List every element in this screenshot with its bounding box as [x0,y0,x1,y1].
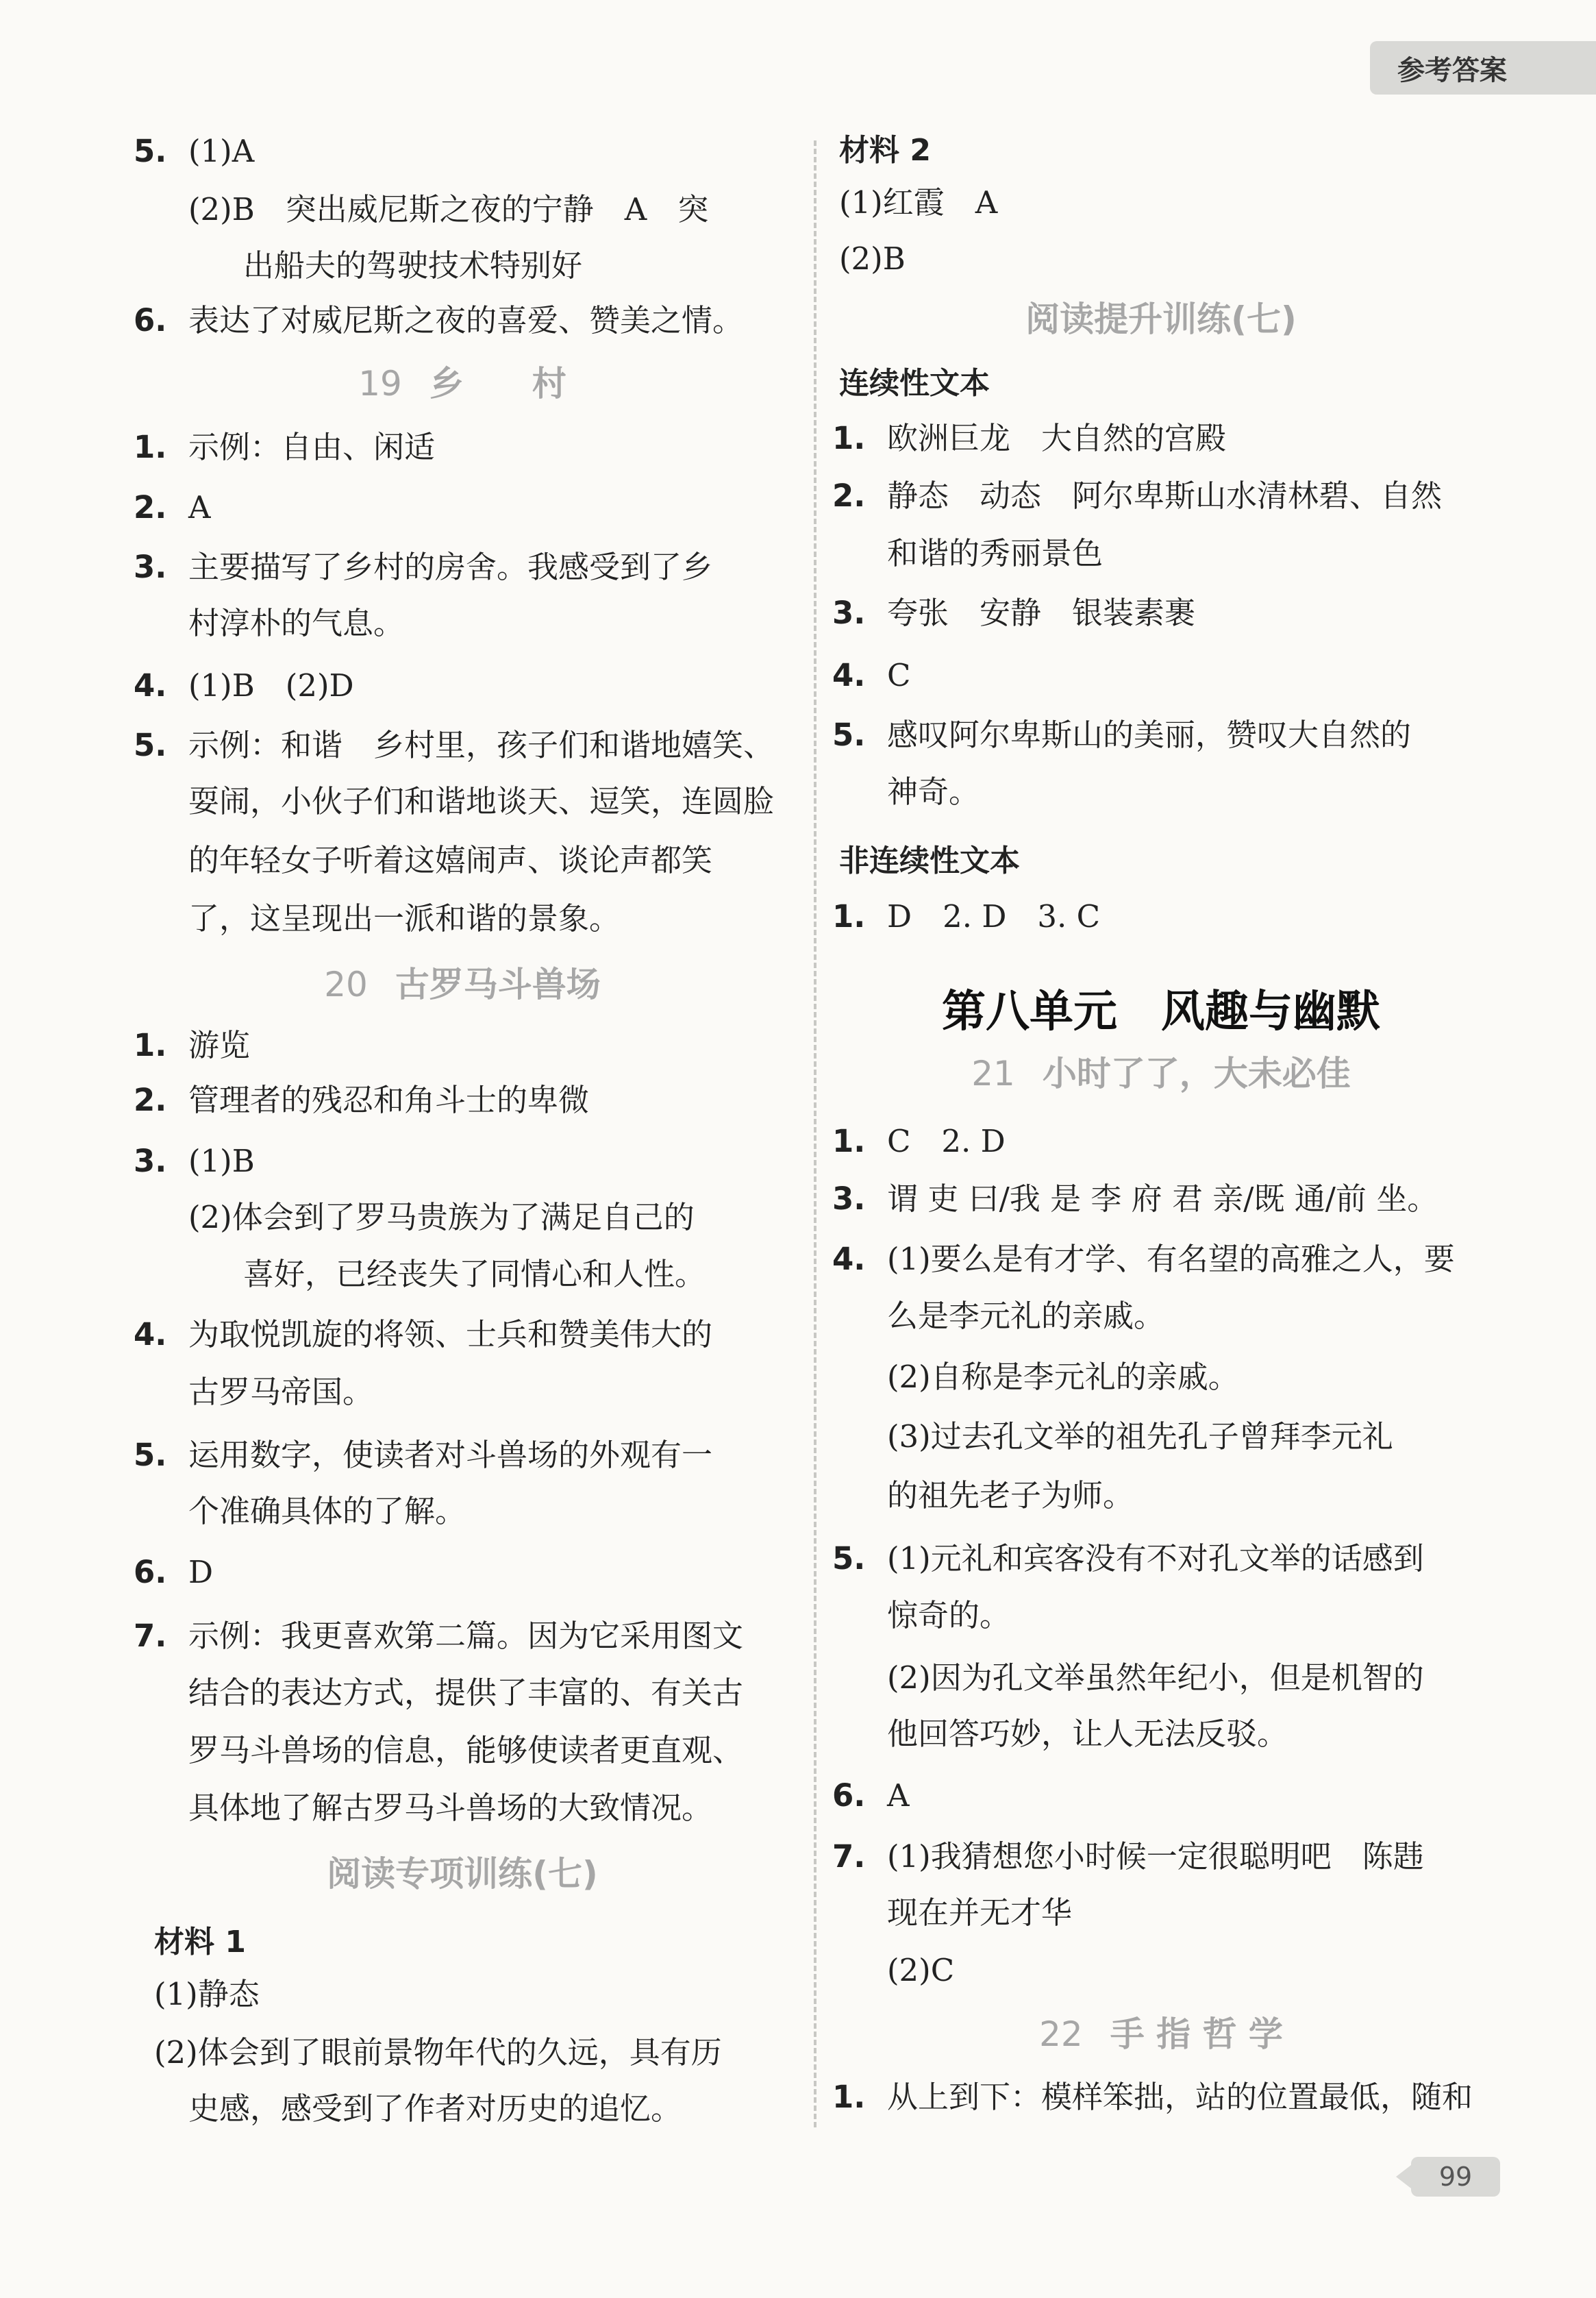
answer-line [134,1080,589,1121]
question-number: 1. [134,429,167,465]
answer-text: 结合的表达方式，提供了丰富的、有关古 [188,1675,744,1711]
question-number: 2. [134,489,167,526]
answer-text: 他回答巧妙，让人无法反驳。 [887,1716,1288,1752]
answer-line [188,781,774,822]
answer-line [188,1730,743,1771]
answer-line [887,1416,1393,1457]
answer-text: 出船夫的驾驶技术特别好 [243,247,583,284]
answer-line [832,1836,1424,1877]
section-title: 手 指 哲 学 [1110,2014,1283,2054]
answer-line [887,1475,1134,1516]
question-number: 5. [134,1437,167,1473]
question-number: 6. [134,302,167,338]
answer-line [188,1672,743,1714]
answer-line [188,898,620,939]
answer-text: 罗马斗兽场的信息，能够使读者更直观、 [188,1732,744,1768]
answer-line [832,655,910,696]
answer-line [832,1538,1424,1579]
section-number: 20 [324,965,368,1004]
answer-line [887,1595,1010,1636]
question-number: 6. [832,1777,866,1814]
answer-text: 运用数字，使读者对斗兽场的外观有一 [188,1437,713,1473]
answer-line [134,131,254,172]
answer-line [887,1357,1239,1398]
answer-line [188,189,708,230]
answer-line [832,418,1226,459]
answer-text: (1)元礼和宾客没有不对孔文举的话感到 [887,1540,1424,1577]
question-number: 3. [134,1143,167,1179]
answer-line [188,1372,373,1413]
answer-text: 管理者的残忍和角斗士的卑微 [188,1082,590,1118]
answer-text: 神奇。 [887,774,980,810]
answer-text: 示例：和谐 乡村里，孩子们和谐地嬉笑、 [188,727,775,763]
answer-text: 个准确具体的了解。 [188,1493,466,1529]
answer-line [832,1775,910,1816]
answer-text: (1)B (2)D [188,667,354,704]
answer-text: 具体地了解古罗马斗兽场的大致情况。 [188,1790,713,1826]
section-number: 19 [358,364,402,404]
section-title: 阅读专项训练(七) [327,1854,598,1894]
answer-line [832,475,1442,517]
answer-key-tab [1370,41,1596,95]
answer-text: (1)我猜想您小时候一定很聪明吧 陈韪 [887,1838,1424,1875]
answer-text: (1)A [188,133,255,169]
answer-text: (3)过去孔文举的祖先孔子曾拜李元礼 [887,1418,1393,1455]
answer-line [134,1025,250,1066]
answer-text: 惊奇的。 [887,1597,1011,1633]
section-heading [832,292,1490,341]
answer-text: (2)体会到了眼前景物年代的久远，具有历 [154,2034,722,2071]
question-number: 7. [832,1838,866,1875]
answer-text: D 2. D 3. C [887,898,1101,935]
answer-line [887,1296,1164,1337]
answer-text: 游览 [188,1027,251,1063]
answer-line [154,2032,722,2073]
answer-line [188,1788,712,1829]
answer-line [134,665,354,706]
unit-heading: 第八单元 风趣与幽默 [942,987,1380,1037]
question-number: 4. [134,1316,167,1352]
answer-line [832,715,1411,756]
question-number: 1. [832,898,866,935]
answer-text: A [188,489,211,526]
question-number: 1. [832,2079,866,2115]
question-number: 1. [134,1027,167,1063]
answer-line [134,427,435,468]
material-label: 连续性文本 [839,366,990,401]
answer-text: A [887,1777,910,1814]
answer-line [887,1950,954,1991]
answer-text: 了，这呈现出一派和谐的景象。 [188,900,621,937]
answer-text: (1)要么是有才学、有名望的高雅之人，要 [887,1241,1455,1277]
question-number: 6. [134,1554,167,1590]
section-title: 古罗马斗兽场 [395,965,601,1004]
section-heading [832,2007,1490,2056]
answer-text: 喜好，已经丧失了同情心和人性。 [243,1256,706,1292]
question-number: 1. [832,1123,866,1159]
section-number: 21 [971,1054,1015,1094]
question-number: 5. [832,1540,866,1577]
answer-text: C [887,657,911,693]
answer-line [154,1974,260,2015]
answer-text: (2)体会到了罗马贵族为了满足自己的 [188,1199,695,1235]
answer-line [134,1141,255,1182]
answer-line [839,182,997,223]
answer-line [188,2088,682,2129]
section-title: 阅读提升训练(七) [1025,299,1297,339]
answer-text: (2)C [887,1952,955,1988]
answer-line [134,1552,213,1593]
answer-text: 主要描写了乡村的房舍。我感受到了乡 [188,549,713,585]
answer-text: 耍闹，小伙子们和谐地谈天、逗笑，连圆脸 [188,783,775,819]
answer-line [832,1178,1438,1220]
answer-key-tab-label: 参考答案 [1397,54,1507,86]
answer-line [887,533,1103,574]
section-heading [134,356,791,406]
answer-text: (2)自称是李元礼的亲戚。 [887,1359,1239,1395]
answer-text: 村淳朴的气息。 [188,605,405,641]
answer-line [832,896,1100,937]
answer-line [832,1121,1006,1162]
material-label: 材料 2 [839,133,931,168]
question-number: 4. [134,667,167,704]
answer-line [134,1435,712,1476]
answer-line [887,771,980,813]
question-number: 3. [832,1181,866,1217]
answer-text: 静态 动态 阿尔卑斯山水清林碧、自然 [887,478,1443,514]
answer-text: (1)静态 [154,1976,260,2012]
answer-text: 从上到下：模样笨拙，站的位置最低，随和 [887,2079,1473,2115]
answer-text: 谓 吏 曰/我 是 李 府 君 亲/既 通/前 坐。 [887,1181,1438,1217]
section-heading [134,957,791,1006]
material-label: 非连续性文本 [839,843,1020,878]
answer-line [832,1239,1455,1280]
answer-line [832,2077,1473,2118]
answer-text: (2)因为孔文举虽然年纪小，但是机智的 [887,1659,1424,1696]
answer-line [134,487,211,528]
question-number: 2. [134,1082,167,1118]
answer-text: 和谐的秀丽景色 [887,535,1104,571]
answer-text: D [188,1554,214,1590]
answer-text: 么是李元礼的亲戚。 [887,1298,1165,1334]
answer-text: 表达了对威尼斯之夜的喜爱、赞美之情。 [188,302,744,338]
answer-line [887,1892,1072,1933]
question-number: 5. [134,727,167,763]
answer-text: 感叹阿尔卑斯山的美丽，赞叹大自然的 [887,717,1412,753]
answer-text: (1)B [188,1143,255,1179]
answer-line [188,840,712,881]
answer-line [887,1657,1424,1698]
question-number: 7. [134,1618,167,1654]
answer-line [887,1714,1288,1755]
answer-line [134,1616,743,1657]
answer-line [134,547,712,588]
answer-text: (2)B 突出威尼斯之夜的宁静 A 突 [188,191,709,227]
section-heading [134,1846,791,1896]
answer-line [243,245,582,286]
answer-line [188,1197,695,1238]
question-number: 4. [832,1241,866,1277]
section-heading [832,1046,1490,1096]
answer-text: 夸张 安静 银装素裹 [887,595,1196,631]
section-title: 乡 村 [429,364,566,404]
answer-line [839,238,906,280]
answer-line [832,593,1195,634]
page-number [1411,2157,1500,2197]
answer-text: 示例：自由、闲适 [188,429,436,465]
answer-text: 为取悦凯旋的将领、士兵和赞美伟大的 [188,1316,713,1352]
answer-text: (1)红霞 A [839,184,998,221]
section-title: 小时了了，大未必佳 [1042,1054,1351,1094]
question-number: 2. [832,478,866,514]
answer-text: 古罗马帝国。 [188,1374,374,1410]
page-number-arrow [1396,2165,1411,2188]
answer-line [134,1314,712,1355]
material-label: 材料 1 [154,1925,246,1960]
section-number: 22 [1039,2014,1083,2054]
answer-line [243,1254,706,1295]
answer-line [188,603,404,644]
question-number: 5. [134,133,167,169]
question-number: 1. [832,420,866,456]
answer-text: 的年轻女子听着这嬉闹声、谈论声都笑 [188,842,713,878]
answer-text: 现在并无才华 [887,1894,1073,1931]
question-number: 3. [832,595,866,631]
answer-text: C 2. D [887,1123,1006,1159]
answer-line [134,300,743,341]
answer-text: 的祖先老子为师。 [887,1477,1134,1514]
column-divider [814,140,816,2127]
answer-line [134,725,774,766]
question-number: 4. [832,657,866,693]
page-number-text: 99 [1438,2162,1473,2192]
answer-line [188,1491,466,1532]
question-number: 3. [134,549,167,585]
answer-text: 示例：我更喜欢第二篇。因为它采用图文 [188,1618,744,1654]
answer-text: (2)B [839,240,906,277]
answer-text: 欧洲巨龙 大自然的宫殿 [887,420,1227,456]
question-number: 5. [832,717,866,753]
answer-text: 史感，感受到了作者对历史的追忆。 [188,2090,682,2127]
